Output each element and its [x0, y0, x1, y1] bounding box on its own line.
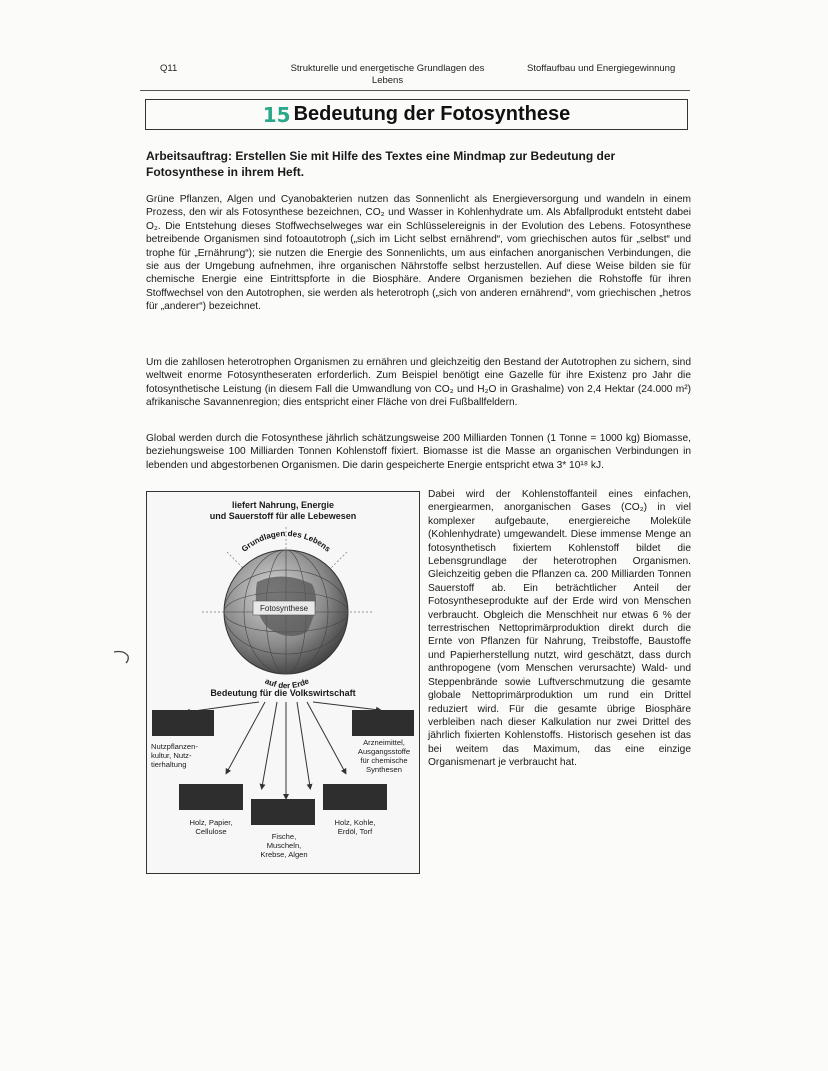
box-holz-kohle [323, 784, 387, 810]
header-course: Q11 [160, 63, 178, 74]
photosynthesis-figure [146, 491, 420, 874]
label-holz-papier: Holz, Papier, Cellulose [189, 818, 233, 836]
box-nutzpflanzen [152, 710, 214, 736]
label-holz-kohle: Holz, Kohle, Erdöl, Torf [334, 818, 376, 836]
label-fische: Fische, Muscheln, Krebse, Algen [260, 832, 308, 859]
header-topic: Strukturelle und energetische Grundlagen des Lebens [290, 63, 485, 86]
box-fische [251, 799, 315, 825]
box-arzneimittel [352, 710, 414, 736]
arc-caption: Grundlagen des Lebens [239, 529, 333, 554]
economy-caption: Bedeutung für die Volkswirtschaft [210, 688, 356, 698]
label-nutzpflanzen: Nutzpflanzen- kultur, Nutz- tierhaltung [151, 742, 198, 769]
paragraph-carbon: Dabei wird der Kohlenstoffanteil eines einfachen, energiearmen, anorganischen Gases (CO₂) in viel komplexer aufgebaute, energiereiche Moleküle (Kohlenhydrate) umgewandelt. Diese immense Menge an fotosynthetisch fixiertem Kohlenstoff bildet die Lebensgrundlage der heterotrophen Organismen. Gleichzeitig geben die Pflanzen ca. 200 Milliarden Tonnen Sauerstoff ab. Ein beträchtlicher Anteil der Fotosyntheseprodukte auf der Erde wird von Menschen verbraucht. Obgleich die Menschheit nur etwas 6 % der terrestrischen Nettoprimärproduktion direkt durch die Ernte von Pflanzen für Nahrung, Treibstoffe, Baustoffe und Papierherstellung nutzt, wird geschätzt, dass durch anthropogene (vom Menschen verursachte) Wald- und Steppenbrände sowie Luftverschmutzung die gesamte globale Nettoprimärproduktion um rund ein Drittel reduziert wird. Für die gesamte übrige Biosphäre verbleiben nach dieser Kalkulation nur zwei Drittel des jährlich fixierten Kohlenstoffs. Historisch gesehen ist das bei weitem das Maximum, das eine einzige Organismenart je verbraucht hat. [428, 489, 691, 769]
paragraph-heterotrophs: Um die zahllosen heterotrophen Organismen zu ernähren und gleichzeitig den Bestand der Autotrophen zu sichern, sind weltweit enorme Fotosyntheseraten erforderlich. Zum Beispiel benötigt eine Gazelle für ihre Existenz pro Jahr die fotosynthetische Leistung (in diesem Fall die Umwandlung von CO₂ und H₂O in Grashalme) von 2,4 Hektar (24.000 m²) afrikanische Savannenregion; dies entspricht einer Fläche von drei Fußballfeldern. [146, 357, 691, 409]
title-box [145, 99, 688, 130]
title-number: 15 [262, 102, 291, 127]
arrows-icon [187, 702, 379, 797]
arc-caption-bottom: auf der Erde [263, 676, 311, 691]
box-holz-papier [179, 784, 243, 810]
figure-top-caption: liefert Nahrung, Energie und Sauerstoff für alle Lebewesen [209, 500, 357, 521]
task-instruction: Arbeitsauftrag: Erstellen Sie mit Hilfe des Textes eine Mindmap zur Bedeutung der Fotosynthese in ihrem Heft. [146, 149, 616, 179]
label-arzneimittel: Arzneimittel, Ausgangsstoffe für chemische Synthesen [357, 738, 411, 774]
paragraph-intro: Grüne Pflanzen, Algen und Cyanobakterien nutzen das Sonnenlicht als Energieversorgung und wandeln in einem Prozess, den wir als Fotosynthese bezeichnen, CO₂ und Wasser in Kohlenhydrate um. Als Abfallprodukt entsteht dabei O₂. Die Entstehung dieses Stoffwechselweges war ein Schlüsselereignis in der Evolution des Lebens. Fotosynthese betreibende Organismen sind fotoautotroph („sich im Licht selbst ernährend“, vom griechischen autos für „selbst“ und trophe für „Ernährung“); sie nutzen die Energie des Sonnenlichts, um aus einfachen anorganischen Verbindungen, die sie aus der Umgebung aufnehmen, ihre organischen Nährstoffe selbst herzustellen. Auf diese Weise bilden sie für chemische Energie eine Eintrittspforte in die Biosphäre. Andere Organismen beziehen die Rohstoffe für ihren Stoffwechsel von den Autotrophen, sie werden als heterotroph („sich von anderen ernährend“, vom griechischen „hetros für „anderer“) bezeichnet. [146, 194, 691, 313]
header-divider [140, 90, 690, 91]
globe-label: Fotosynthese [259, 604, 309, 613]
pen-mark-icon [112, 648, 136, 664]
paragraph-global: Global werden durch die Fotosynthese jährlich schätzungsweise 200 Milliarden Tonnen (1 Tonne = 1000 kg) Biomasse, beziehungsweise 100 Milliarden Tonnen Kohlenstoff fixiert. Biomasse ist die Masse an organischen Verbindungen in lebenden und abgestorbenen Organismen. Die darin gespeicherte Energie entspricht etwa 3* 10¹⁸ kJ. [146, 433, 691, 471]
page-title: Bedeutung der Fotosynthese [293, 103, 571, 125]
header-unit: Stoffaufbau und Energiegewinnung [527, 63, 676, 74]
